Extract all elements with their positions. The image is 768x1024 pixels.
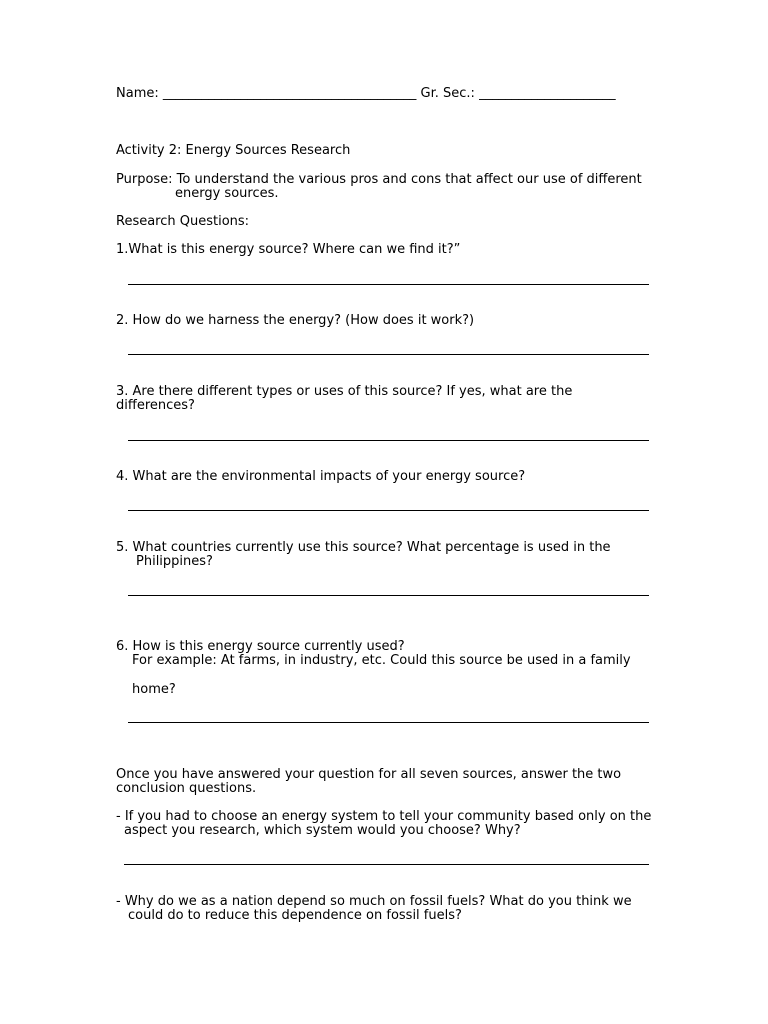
answer-line-5[interactable]: [128, 595, 649, 596]
conclusion-answer-line-1[interactable]: [124, 864, 649, 865]
header-line: [116, 87, 616, 101]
answer-line-1[interactable]: [128, 284, 649, 285]
conclusion-intro-line-2: conclusion questions.: [116, 781, 257, 796]
activity-title: Activity 2: Energy Sources Research: [116, 143, 351, 158]
conclusion-question-2-line-2: could do to reduce this dependence on fossil fuels?: [128, 908, 462, 923]
research-heading: Research Questions:: [116, 214, 250, 229]
conclusion-question-1-line-2: aspect you research, which system would you choose? Why?: [124, 823, 521, 838]
purpose-line-1: Purpose: To understand the various pros and cons that affect our use of different: [116, 172, 642, 187]
question-4: 4. What are the environmental impacts of your energy source?: [116, 469, 526, 484]
answer-line-2[interactable]: [128, 354, 649, 355]
name-label: Name:: [116, 86, 159, 101]
conclusion-question-2-line-1: - Why do we as a nation depend so much on fossil fuels? What do you think we: [116, 894, 632, 909]
grsec-label: Gr. Sec.:: [420, 86, 475, 101]
grsec-blank: _____________________: [479, 86, 616, 101]
question-3-line-2: differences?: [116, 398, 195, 413]
question-6-line-2: For example: At farms, in industry, etc. Could this source be used in a family: [132, 653, 631, 668]
answer-line-4[interactable]: [128, 510, 649, 511]
question-2: 2. How do we harness the energy? (How does it work?): [116, 313, 475, 328]
conclusion-question-1-line-1: - If you had to choose an energy system to tell your community based only on the: [116, 809, 652, 824]
question-6-line-1: 6. How is this energy source currently used?: [116, 639, 405, 654]
question-5-line-1: 5. What countries currently use this source? What percentage is used in the: [116, 540, 611, 555]
question-1: 1.What is this energy source? Where can we find it?”: [116, 242, 461, 257]
purpose-line-2: energy sources.: [175, 186, 279, 201]
conclusion-intro-line-1: Once you have answered your question for all seven sources, answer the two: [116, 767, 622, 782]
question-3-line-1: 3. Are there different types or uses of this source? If yes, what are the: [116, 384, 573, 399]
answer-line-6[interactable]: [128, 722, 649, 723]
question-6-line-3: home?: [132, 682, 176, 697]
name-blank: _______________________________________: [162, 86, 417, 101]
answer-line-3[interactable]: [128, 440, 649, 441]
question-5-line-2: Philippines?: [136, 554, 213, 569]
